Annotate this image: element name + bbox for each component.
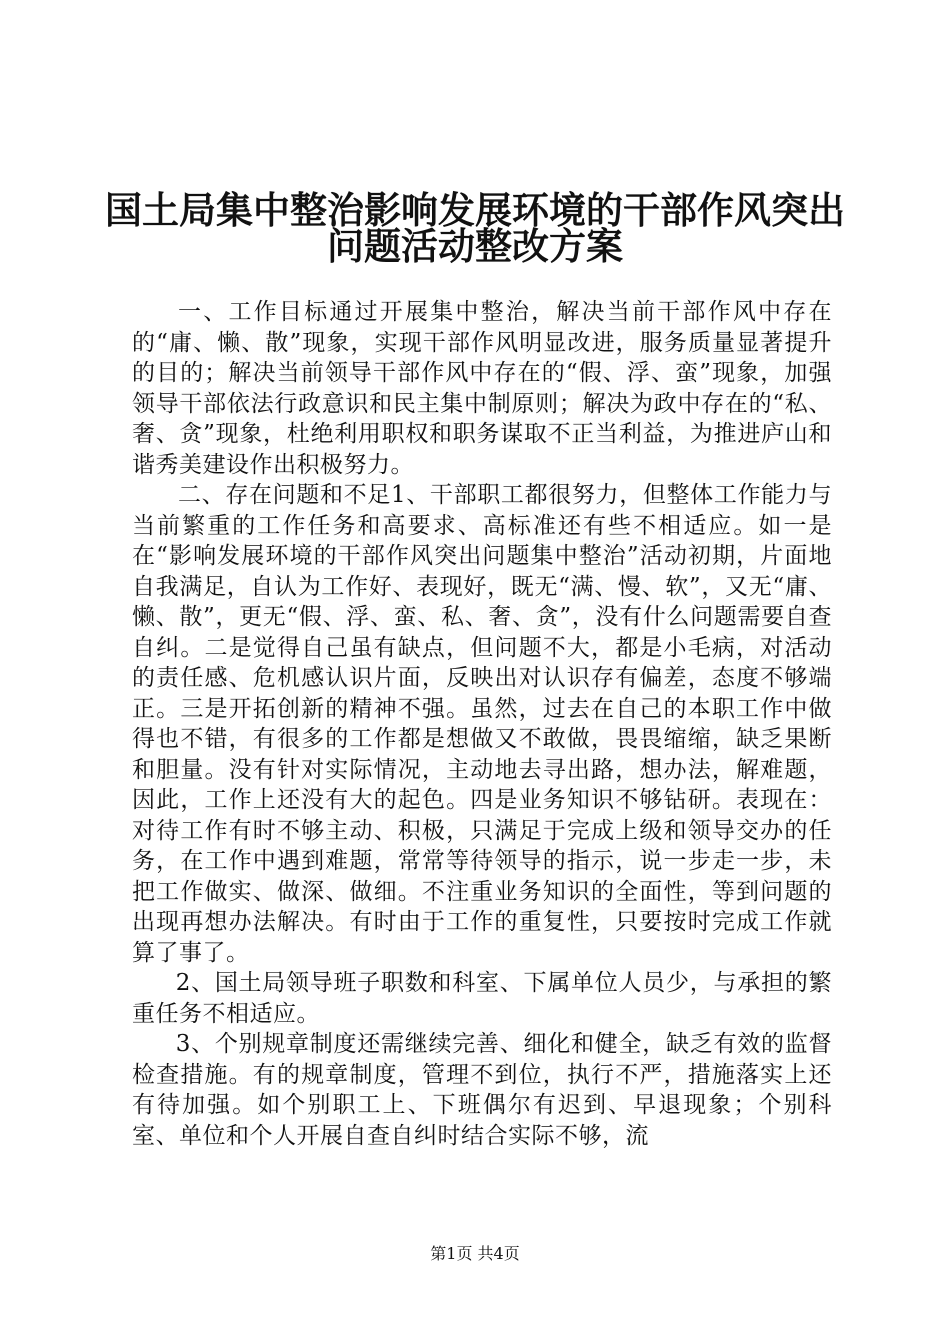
- paragraph-problems: 二、存在问题和不足1、干部职工都很努力，但整体工作能力与当前繁重的工作任务和高要求、高标准还有些不相适应。如一是在“影响发展环境的干部作风突出问题集中整治”活动初期，片面地自我满足，自认为工作好、表现好，既无“满、慢、软”，又无“庸、懒、散”，更无“假、浮、蛮、私、奢、贪”，没有什么问题需要自查自纠。二是觉得自己虽有缺点，但问题不大，都是小毛病，对活动的责任感、危机感认识片面，反映出对认识存有偏差，态度不够端正。三是开拓创新的精神不强。虽然，过去在自己的本职工作中做得也不错，有很多的工作都是想做又不敢做，畏畏缩缩，缺乏果断和胆量。没有针对实际情况，主动地去寻出路，想办法，解难题，因此，工作上还没有大的起色。四是业务知识不够钻研。表现在：对待工作有时不够主动、积极，只满足于完成上级和领导交办的任务，在工作中遇到难题，常常等待领导的指示，说一步走一步，未把工作做实、做深、做细。不注重业务知识的全面性，等到问题的出现再想办法解决。有时由于工作的重复性，只要按时完成工作就算了事了。: [132, 482, 832, 966]
- paragraph-regulations: 3、个别规章制度还需继续完善、细化和健全，缺乏有效的监督检查措施。有的规章制度，管理不到位，执行不严，措施落实上还有待加强。如个别职工上、下班偶尔有迟到、早退现象；个别科室、单位和个人开展自查自纠时结合实际不够，流: [132, 1031, 832, 1149]
- paragraph-staffing: 2、国土局领导班子职数和科室、下属单位人员少，与承担的繁重任务不相适应。: [132, 970, 832, 1027]
- document-title-line-1: 国土局集中整治影响发展环境的干部作风突出: [105, 188, 845, 232]
- paragraph-goals: 一、工作目标通过开展集中整治，解决当前干部作风中存在的“庸、懒、散”现象，实现干部作风明显改进，服务质量显著提升的目的；解决当前领导干部作风中存在的“假、浮、蛮”现象，加强领导干部依法行政意识和民主集中制原则；解决为政中存在的“私、奢、贪”现象，杜绝利用职权和职务谋取不正当利益，为推进庐山和谐秀美建设作出积极努力。: [132, 299, 832, 478]
- document-body: [132, 297, 832, 1151]
- page-number-footer: 第1页 共4页: [430, 1244, 520, 1263]
- document-title-line-2: 问题活动整改方案: [327, 224, 623, 268]
